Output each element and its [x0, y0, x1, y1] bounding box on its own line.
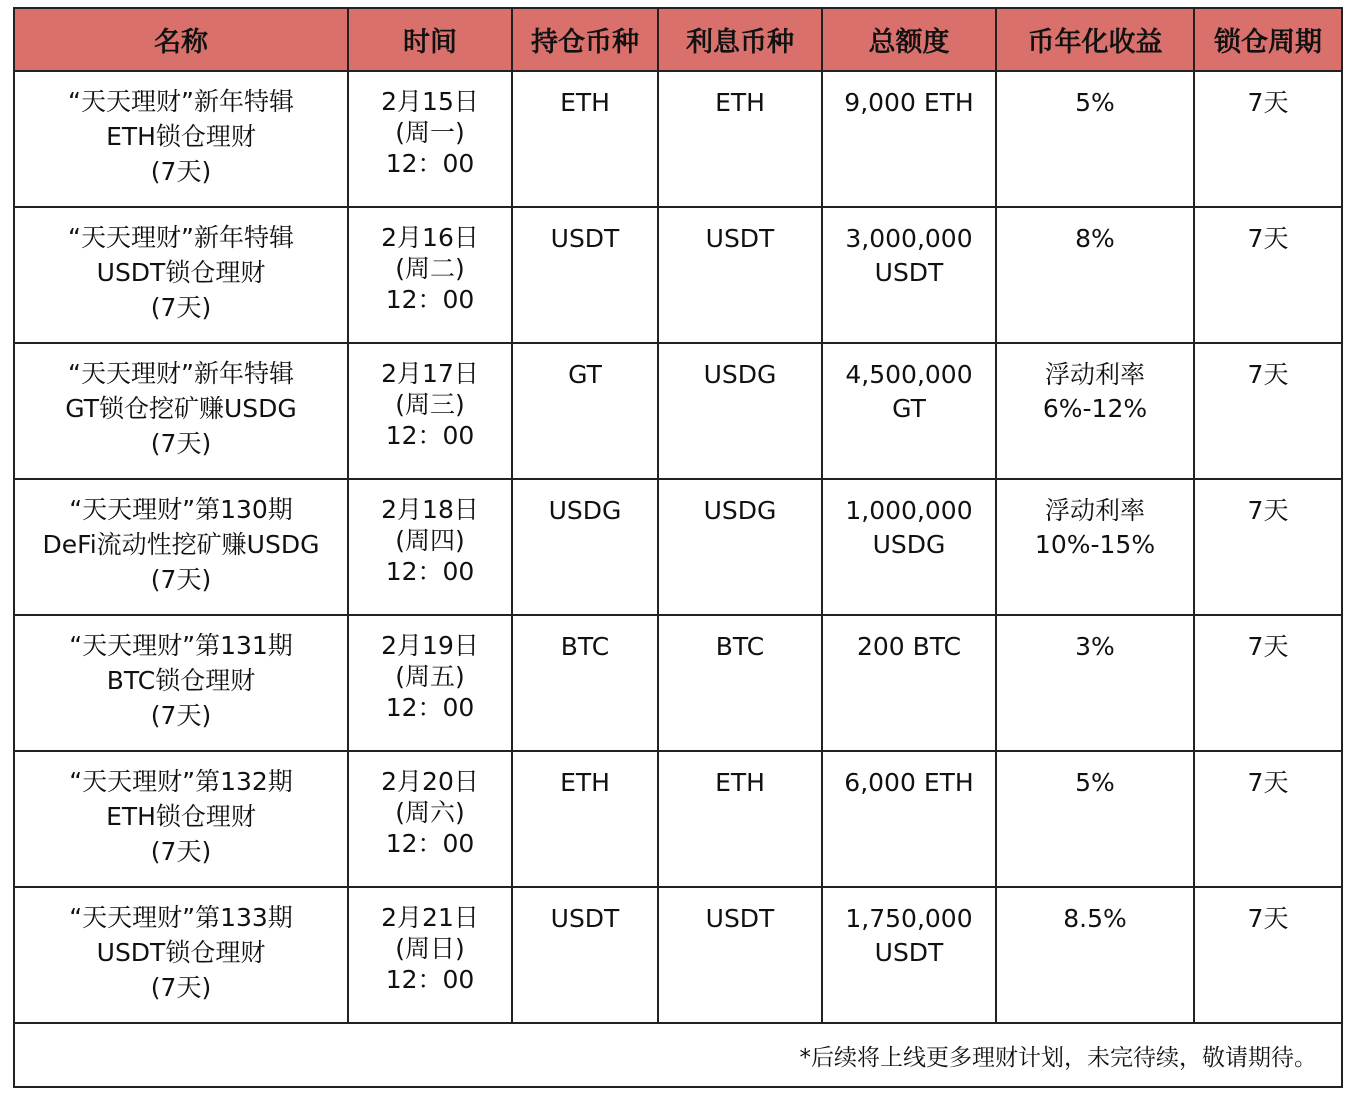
date-text: 2月17日 — [381, 359, 479, 388]
product-name-line: DeFi流动性挖矿赚USDG — [42, 530, 320, 559]
quota-text: 1,000,000 — [845, 496, 973, 525]
clock-text: 12：00 — [385, 421, 475, 450]
date-text: 2月20日 — [381, 767, 479, 796]
yield-text: 3% — [1075, 632, 1115, 661]
header-row — [14, 8, 1342, 71]
product-name-cell — [14, 343, 348, 479]
interest-coin-cell: USDG — [658, 479, 822, 615]
time-cell — [348, 751, 512, 887]
annual-yield-cell — [996, 343, 1194, 479]
annual-yield-cell — [996, 71, 1194, 207]
table-row — [14, 887, 1342, 1023]
holding-coin-cell: ETH — [512, 751, 658, 887]
holding-coin-cell: ETH — [512, 71, 658, 207]
lock-period-cell: 7天 — [1194, 751, 1342, 887]
holding-coin-cell: BTC — [512, 615, 658, 751]
product-name-line: “天天理财”第130期 — [69, 495, 293, 524]
table-row — [14, 751, 1342, 887]
quota-text: 9,000 ETH — [844, 88, 974, 117]
lock-period-cell: 7天 — [1194, 887, 1342, 1023]
weekday-text: (周四) — [395, 526, 465, 555]
yield-text: 8.5% — [1063, 904, 1127, 933]
date-text: 2月19日 — [381, 631, 479, 660]
product-schedule-table — [13, 7, 1343, 1088]
product-name-line: “天天理财”第133期 — [69, 903, 293, 932]
weekday-text: (周日) — [395, 934, 465, 963]
annual-yield-cell — [996, 751, 1194, 887]
weekday-text: (周一) — [395, 118, 465, 147]
product-name-line: (7天) — [150, 565, 212, 594]
clock-text: 12：00 — [385, 693, 475, 722]
header-lock-period: 锁仓周期 — [1194, 8, 1342, 71]
total-quota-cell — [822, 615, 996, 751]
lock-period-cell: 7天 — [1194, 71, 1342, 207]
lock-period-cell: 7天 — [1194, 343, 1342, 479]
product-name-line: “天天理财”第131期 — [69, 631, 293, 660]
table-row — [14, 71, 1342, 207]
quota-text: 6,000 ETH — [844, 768, 974, 797]
interest-coin-cell: BTC — [658, 615, 822, 751]
product-name-line: “天天理财”新年特辑 — [68, 359, 294, 388]
yield-text: 5% — [1075, 768, 1115, 797]
yield-text: 浮动利率 — [1044, 360, 1145, 389]
product-name-line: (7天) — [150, 701, 212, 730]
clock-text: 12：00 — [385, 149, 475, 178]
clock-text: 12：00 — [385, 557, 475, 586]
annual-yield-cell — [996, 615, 1194, 751]
holding-coin-cell: USDT — [512, 887, 658, 1023]
date-text: 2月16日 — [381, 223, 479, 252]
header-holding-coin: 持仓币种 — [512, 8, 658, 71]
product-name-line: ETH锁仓理财 — [106, 122, 256, 151]
product-name-line: USDT锁仓理财 — [96, 258, 266, 287]
date-text: 2月18日 — [381, 495, 479, 524]
quota-unit-text: USDT — [874, 258, 944, 287]
header-annual-yield: 币年化收益 — [996, 8, 1194, 71]
header-interest-coin: 利息币种 — [658, 8, 822, 71]
annual-yield-cell — [996, 207, 1194, 343]
holding-coin-cell: GT — [512, 343, 658, 479]
quota-unit-text: USDT — [874, 938, 944, 967]
total-quota-cell — [822, 479, 996, 615]
product-name-line: (7天) — [150, 293, 212, 322]
product-name-line: (7天) — [150, 973, 212, 1002]
product-name-line: “天天理财”新年特辑 — [68, 87, 294, 116]
quota-text: 3,000,000 — [845, 224, 973, 253]
weekday-text: (周六) — [395, 798, 465, 827]
total-quota-cell — [822, 343, 996, 479]
product-name-cell — [14, 615, 348, 751]
total-quota-cell — [822, 71, 996, 207]
annual-yield-cell — [996, 479, 1194, 615]
header-name: 名称 — [14, 8, 348, 71]
interest-coin-cell: USDG — [658, 343, 822, 479]
time-cell — [348, 343, 512, 479]
annual-yield-cell — [996, 887, 1194, 1023]
product-name-line: (7天) — [150, 429, 212, 458]
lock-period-cell: 7天 — [1194, 207, 1342, 343]
time-cell — [348, 71, 512, 207]
footnote: *后续将上线更多理财计划，未完待续，敬请期待。 — [14, 1023, 1342, 1087]
product-name-line: ETH锁仓理财 — [106, 802, 256, 831]
interest-coin-cell: USDT — [658, 207, 822, 343]
product-name-line: (7天) — [150, 157, 212, 186]
product-name-line: GT锁仓挖矿赚USDG — [65, 394, 297, 423]
quota-text: 200 BTC — [856, 632, 962, 661]
yield-text: 浮动利率 — [1044, 496, 1145, 525]
total-quota-cell — [822, 887, 996, 1023]
footnote-row — [14, 1023, 1342, 1087]
table-row — [14, 207, 1342, 343]
quota-unit-text: GT — [892, 394, 926, 423]
lock-period-cell: 7天 — [1194, 479, 1342, 615]
yield-range-text: 6%-12% — [1042, 394, 1148, 423]
product-name-line: “天天理财”新年特辑 — [68, 223, 294, 252]
weekday-text: (周三) — [395, 390, 465, 419]
interest-coin-cell: USDT — [658, 887, 822, 1023]
product-name-line: BTC锁仓理财 — [106, 666, 256, 695]
lock-period-cell: 7天 — [1194, 615, 1342, 751]
table-row — [14, 479, 1342, 615]
header-total-quota: 总额度 — [822, 8, 996, 71]
header-time: 时间 — [348, 8, 512, 71]
product-name-cell — [14, 751, 348, 887]
clock-text: 12：00 — [385, 285, 475, 314]
product-name-cell — [14, 207, 348, 343]
time-cell — [348, 615, 512, 751]
quota-text: 1,750,000 — [845, 904, 973, 933]
product-name-cell — [14, 479, 348, 615]
total-quota-cell — [822, 207, 996, 343]
date-text: 2月15日 — [381, 87, 479, 116]
product-name-line: “天天理财”第132期 — [69, 767, 293, 796]
holding-coin-cell: USDT — [512, 207, 658, 343]
interest-coin-cell: ETH — [658, 751, 822, 887]
clock-text: 12：00 — [385, 829, 475, 858]
clock-text: 12：00 — [385, 965, 475, 994]
holding-coin-cell: USDG — [512, 479, 658, 615]
yield-text: 8% — [1075, 224, 1115, 253]
time-cell — [348, 887, 512, 1023]
total-quota-cell — [822, 751, 996, 887]
table-row — [14, 343, 1342, 479]
interest-coin-cell: ETH — [658, 71, 822, 207]
product-name-cell — [14, 887, 348, 1023]
product-name-line: USDT锁仓理财 — [96, 938, 266, 967]
yield-range-text: 10%-15% — [1034, 530, 1156, 559]
weekday-text: (周二) — [395, 254, 465, 283]
time-cell — [348, 479, 512, 615]
date-text: 2月21日 — [381, 903, 479, 932]
product-name-line: (7天) — [150, 837, 212, 866]
weekday-text: (周五) — [395, 662, 465, 691]
table-row — [14, 615, 1342, 751]
product-name-cell — [14, 71, 348, 207]
quota-text: 4,500,000 — [845, 360, 973, 389]
quota-unit-text: USDG — [872, 530, 946, 559]
time-cell — [348, 207, 512, 343]
yield-text: 5% — [1075, 88, 1115, 117]
